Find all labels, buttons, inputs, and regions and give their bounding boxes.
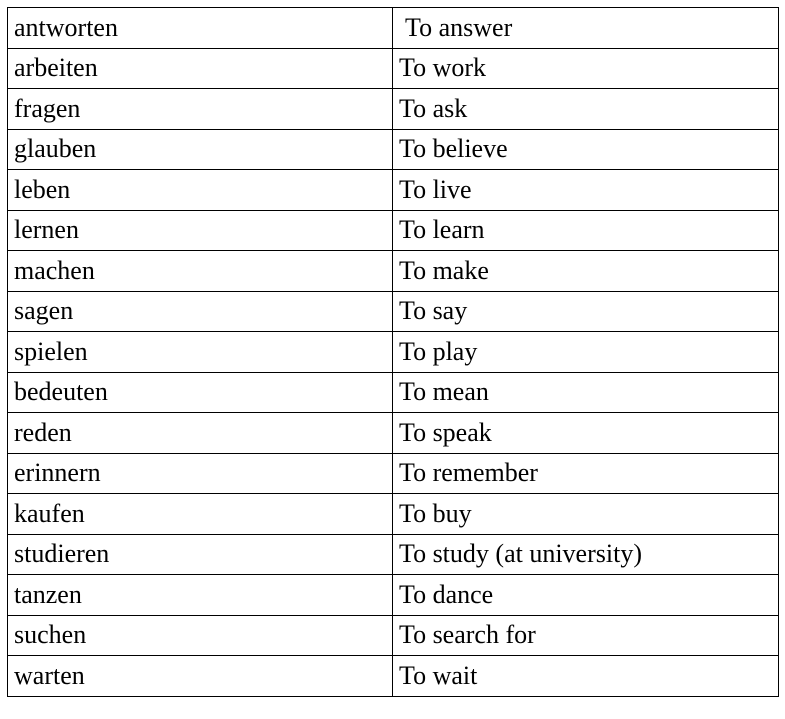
english-translation-cell: To learn xyxy=(393,210,779,251)
table-row xyxy=(8,291,779,332)
table-row xyxy=(8,534,779,575)
german-verb-cell: leben xyxy=(8,170,393,211)
german-verb-cell: antworten xyxy=(8,8,393,49)
english-translation-cell: To speak xyxy=(393,413,779,454)
english-translation-cell: To play xyxy=(393,332,779,373)
english-translation-cell: To work xyxy=(393,48,779,89)
table-row xyxy=(8,332,779,373)
table-row xyxy=(8,615,779,656)
table-row xyxy=(8,170,779,211)
table-row xyxy=(8,48,779,89)
german-verb-cell: kaufen xyxy=(8,494,393,535)
vocabulary-table-body xyxy=(8,8,779,697)
table-row xyxy=(8,89,779,130)
german-verb-cell: glauben xyxy=(8,129,393,170)
vocabulary-table xyxy=(7,7,779,697)
german-verb-cell: suchen xyxy=(8,615,393,656)
english-translation-cell: To say xyxy=(393,291,779,332)
english-translation-cell: To buy xyxy=(393,494,779,535)
german-verb-cell: arbeiten xyxy=(8,48,393,89)
german-verb-cell: bedeuten xyxy=(8,372,393,413)
english-translation-cell: To live xyxy=(393,170,779,211)
german-verb-cell: fragen xyxy=(8,89,393,130)
english-translation-cell: To search for xyxy=(393,615,779,656)
table-row xyxy=(8,129,779,170)
german-verb-cell: sagen xyxy=(8,291,393,332)
english-translation-cell: To remember xyxy=(393,453,779,494)
table-row xyxy=(8,8,779,49)
english-translation-cell: To wait xyxy=(393,656,779,697)
german-verb-cell: machen xyxy=(8,251,393,292)
german-verb-cell: lernen xyxy=(8,210,393,251)
german-verb-cell: reden xyxy=(8,413,393,454)
table-row xyxy=(8,372,779,413)
table-row xyxy=(8,413,779,454)
english-translation-cell: To believe xyxy=(393,129,779,170)
table-row xyxy=(8,575,779,616)
german-verb-cell: spielen xyxy=(8,332,393,373)
german-verb-cell: studieren xyxy=(8,534,393,575)
english-translation-cell: To answer xyxy=(393,8,779,49)
german-verb-cell: tanzen xyxy=(8,575,393,616)
table-row xyxy=(8,453,779,494)
table-row xyxy=(8,494,779,535)
table-row xyxy=(8,656,779,697)
table-row xyxy=(8,210,779,251)
german-verb-cell: erinnern xyxy=(8,453,393,494)
table-row xyxy=(8,251,779,292)
english-translation-cell: To study (at university) xyxy=(393,534,779,575)
german-verb-cell: warten xyxy=(8,656,393,697)
english-translation-cell: To ask xyxy=(393,89,779,130)
english-translation-cell: To make xyxy=(393,251,779,292)
english-translation-cell: To mean xyxy=(393,372,779,413)
english-translation-cell: To dance xyxy=(393,575,779,616)
